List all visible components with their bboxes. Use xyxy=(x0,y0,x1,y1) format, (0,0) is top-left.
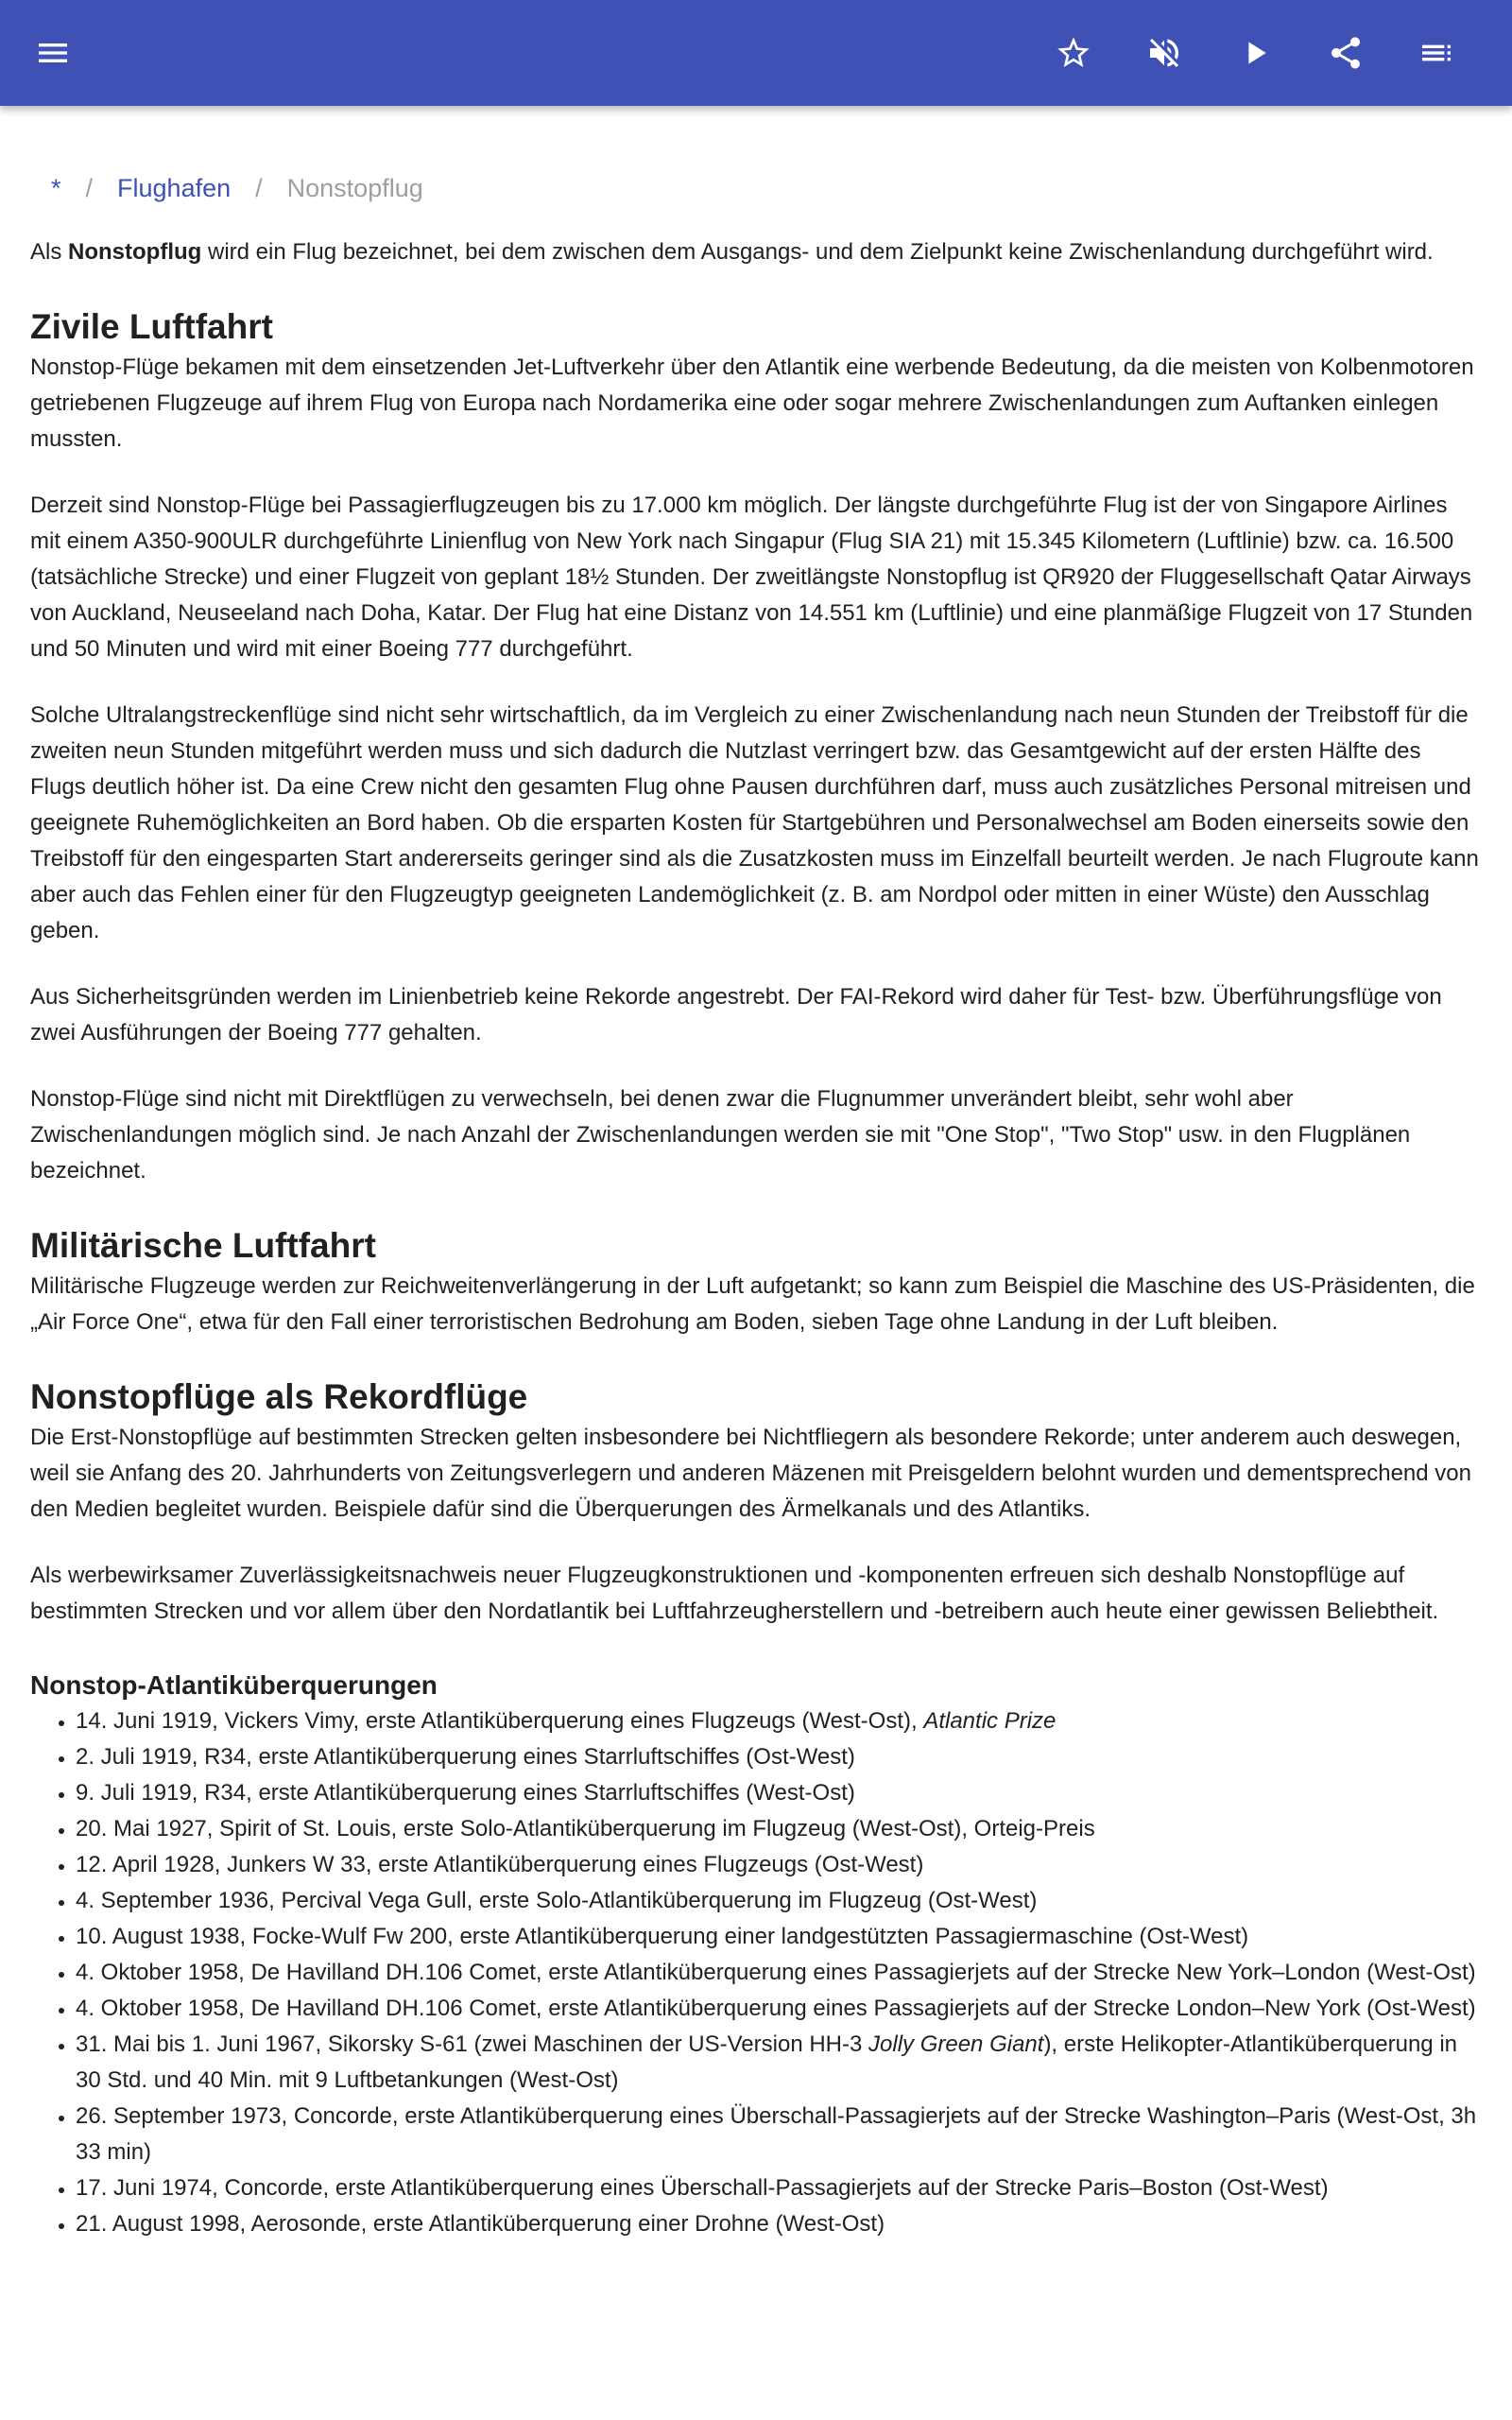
share-button[interactable] xyxy=(1315,23,1376,83)
intro-text: wird ein Flug bezeichnet, bei dem zwischen dem Ausgangs- und dem Zielpunkt keine Zwischenlandung durchgeführt wird. xyxy=(201,239,1434,265)
breadcrumb xyxy=(30,170,1482,206)
atlantic-crossings-list xyxy=(30,1703,1482,2242)
volume-off-icon xyxy=(1145,34,1183,72)
list-item: • 4. Oktober 1958, De Havilland DH.106 Comet, erste Atlantiküberquerung eines Passagierjets auf der Strecke New York–London (West-Ost) xyxy=(76,1955,1482,1991)
menu-button[interactable] xyxy=(23,23,83,83)
list-item: • 2. Juli 1919, R34, erste Atlantiküberquerung eines Starrluftschiffes (Ost-West) xyxy=(76,1739,1482,1775)
paragraph: Als werbewirksamer Zuverlässigkeitsnachweis neuer Flugzeugkonstruktionen und -komponenten erfreuen sich deshalb Nonstopflüge auf bestimmten Strecken und vor allem über den Nordatlantik bei Luftfahrzeugherstellern und -betreibern auch heute einer gewissen Beliebtheit. xyxy=(30,1563,1439,1624)
list-item: • 20. Mai 1927, Spirit of St. Louis, erste Solo-Atlantiküberquerung im Flugzeug (West-Ost), Orteig-Preis xyxy=(76,1811,1482,1847)
play-button[interactable] xyxy=(1225,23,1285,83)
section-heading-zivile-luftfahrt: Zivile Luftfahrt xyxy=(30,307,273,346)
menu-icon xyxy=(34,34,72,72)
list-item: • 4. Oktober 1958, De Havilland DH.106 Comet, erste Atlantiküberquerung eines Passagierjets auf der Strecke London–New York (Ost-West) xyxy=(76,1991,1482,2027)
app-bar xyxy=(0,0,1512,106)
paragraph: Aus Sicherheitsgründen werden im Linienbetrieb keine Rekorde angestrebt. Der FAI-Rekord wird daher für Test- bzw. Überführungsflüge von zwei Ausführungen der Boeing 777 gehalten. xyxy=(30,984,1442,1046)
section-heading-militaerische-luftfahrt: Militärische Luftfahrt xyxy=(30,1226,376,1265)
list-item: • 26. September 1973, Concorde, erste Atlantiküberquerung eines Überschall-Passagierjets auf der Strecke Washington–Paris (West-Ost, 3h 33 min) xyxy=(76,2099,1482,2170)
breadcrumb-separator: / xyxy=(255,174,263,202)
share-icon xyxy=(1327,34,1365,72)
list-item: • 14. Juni 1919, Vickers Vimy, erste Atlantiküberquerung eines Flugzeugs (West-Ost), Atlantic Prize xyxy=(76,1703,1482,1739)
list-item: • 10. August 1938, Focke-Wulf Fw 200, erste Atlantiküberquerung einer landgestützten Passagiermaschine (Ost-West) xyxy=(76,1919,1482,1955)
star-outline-icon xyxy=(1055,34,1092,72)
play-icon xyxy=(1236,34,1274,72)
list-item: • 9. Juli 1919, R34, erste Atlantiküberquerung eines Starrluftschiffes (West-Ost) xyxy=(76,1775,1482,1811)
intro-paragraph xyxy=(30,234,1482,270)
bookmark-button[interactable] xyxy=(1043,23,1104,83)
paragraph: Solche Ultralangstreckenflüge sind nicht sehr wirtschaftlich, da im Vergleich zu einer Zwischenlandung nach neun Stunden der Treibstoff für die zweiten neun Stunden mitgeführt werden muss und sich dadurch die Nutzlast verringert bzw. das Gesamtgewicht auf der ersten Hälfte des Flugs deutlich höher ist. Da eine Crew nicht den gesamten Flug ohne Pausen durchführen darf, muss auch zusätzliches Personal mitreisen und geeignete Ruhemöglichkeiten an Bord haben. Ob die ersparten Kosten für Startgebühren und Personalwechsel am Boden einerseits sowie den Treibstoff für den eingesparten Start andererseits geringer sind als die Zusatzkosten muss im Einzelfall beurteilt werden. Je nach Flugroute kann aber auch das Fehlen einer für den Flugzeugtyp geeigneten Landemöglichkeit (z. B. am Nordpol oder mitten in einer Wüste) den Ausschlag geben. xyxy=(30,702,1479,943)
section-heading-rekordfluege: Nonstopflüge als Rekordflüge xyxy=(30,1377,528,1416)
paragraph: Derzeit sind Nonstop-Flüge bei Passagierflugzeugen bis zu 17.000 km möglich. Der längste durchgeführte Flug ist der von Singapore Airlines mit einem A350-900ULR durchgeführte Linienflug von New York nach Singapur (Flug SIA 21) mit 15.345 Kilometern (Luftlinie) bzw. ca. 16.500 (tatsächliche Strecke) und einer Flugzeit von geplant 18½ Stunden. Der zweitlängste Nonstopflug ist QR920 der Fluggesellschaft Qatar Airways von Auckland, Neuseeland nach Doha, Katar. Der Flug hat eine Distanz von 14.551 km (Luftlinie) und eine planmäßige Flugzeit von 17 Stunden und 50 Minuten und wird mit einer Boeing 777 durchgeführt. xyxy=(30,493,1473,662)
article-content xyxy=(30,106,1482,2242)
list-item: • 31. Mai bis 1. Juni 1967, Sikorsky S-61 (zwei Maschinen der US-Version HH-3 Jolly Green Giant), erste Helikopter-Atlantiküberquerung in 30 Std. und 40 Min. mit 9 Luftbetankungen (West-Ost) xyxy=(76,2027,1482,2099)
intro-text: Als xyxy=(30,239,69,265)
playlist-icon xyxy=(1418,34,1455,72)
paragraph: Die Erst-Nonstopflüge auf bestimmten Strecken gelten insbesondere bei Nichtfliegern als besondere Rekorde; unter anderem auch deswegen, weil sie Anfang des 20. Jahrhunderts von Zeitungsverlegern und anderen Mäzenen mit Preisgeldern belohnt wurden und dementsprechend von den Medien begleitet wurden. Beispiele dafür sind die Überquerungen des Ärmelkanals und des Atlantiks. xyxy=(30,1425,1471,1522)
subsection-heading-atlantikueberquerungen: Nonstop-Atlantiküberquerungen xyxy=(30,1670,438,1700)
list-item: • 4. September 1936, Percival Vega Gull, erste Solo-Atlantiküberquerung im Flugzeug (Ost-West) xyxy=(76,1883,1482,1919)
breadcrumb-home-link[interactable]: * xyxy=(51,174,61,202)
list-item: • 21. August 1998, Aerosonde, erste Atlantiküberquerung einer Drohne (West-Ost) xyxy=(76,2206,1482,2242)
list-item: • 12. April 1928, Junkers W 33, erste Atlantiküberquerung eines Flugzeugs (Ost-West) xyxy=(76,1847,1482,1883)
mute-button[interactable] xyxy=(1134,23,1194,83)
paragraph: Nonstop-Flüge sind nicht mit Direktflügen zu verwechseln, bei denen zwar die Flugnummer unverändert bleibt, sehr wohl aber Zwischenlandungen möglich sind. Je nach Anzahl der Zwischenlandungen werden sie mit "One Stop", "Two Stop" usw. in den Flugplänen bezeichnet. xyxy=(30,1086,1411,1184)
breadcrumb-flughafen-link[interactable]: Flughafen xyxy=(117,174,232,202)
toc-button[interactable] xyxy=(1406,23,1467,83)
breadcrumb-current: Nonstopflug xyxy=(286,174,423,202)
intro-term: Nonstopflug xyxy=(68,239,202,265)
paragraph: Militärische Flugzeuge werden zur Reichweitenverlängerung in der Luft aufgetankt; so kann zum Beispiel die Maschine des US-Präsidenten, die „Air Force One“, etwa für den Fall einer terroristischen Bedrohung am Boden, sieben Tage ohne Landung in der Luft bleiben. xyxy=(30,1273,1475,1335)
list-item: • 17. Juni 1974, Concorde, erste Atlantiküberquerung eines Überschall-Passagierjets auf der Strecke Paris–Boston (Ost-West) xyxy=(76,2170,1482,2206)
paragraph: Nonstop-Flüge bekamen mit dem einsetzenden Jet-Luftverkehr über den Atlantik eine werbende Bedeutung, da die meisten von Kolbenmotoren getriebenen Flugzeuge auf ihrem Flug von Europa nach Nordamerika eine oder sogar mehrere Zwischenlandungen zum Auftanken einlegen mussten. xyxy=(30,354,1474,452)
breadcrumb-separator: / xyxy=(85,174,94,202)
